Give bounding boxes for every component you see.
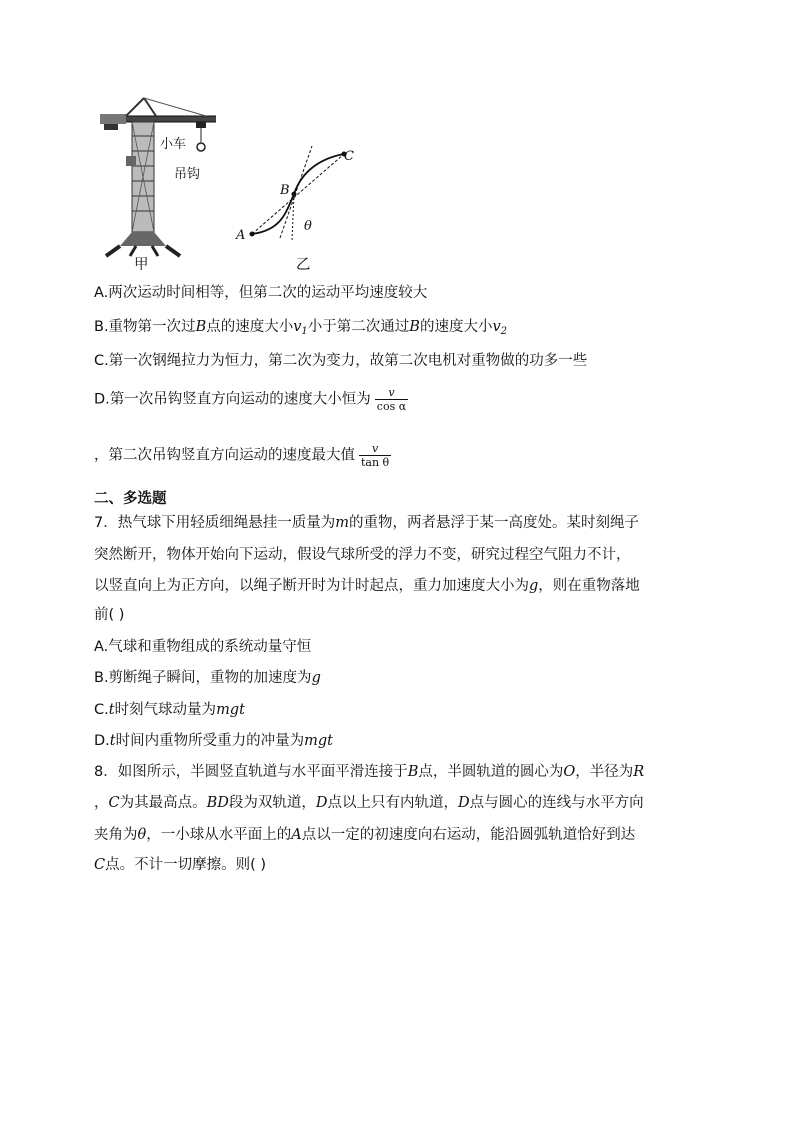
label-hook: 吊钩 xyxy=(174,167,201,182)
q8-line-1: 8．如图所示，半圆竖直轨道与水平面平滑连接于B点，半圆轨道的圆心为O，半径为R xyxy=(94,764,645,780)
label-cart: 小车 xyxy=(160,137,187,152)
q6-option-c: C.第一次钢绳拉力为恒力，第二次为变力，故第二次电机对重物做的功多一些 xyxy=(94,353,588,369)
point-b-label: B xyxy=(280,183,290,198)
fraction-v-over-tan: $\frac{v}{\text{tan θ}}$ xyxy=(361,442,390,469)
q8-line-4: C点。不计一切摩擦。则( ) xyxy=(94,857,267,873)
q6-option-d: D.第一次吊钩竖直方向运动的速度大小恒为 $\frac{v}{\text{cos α}}$ xyxy=(94,386,407,413)
crane-tower xyxy=(126,122,154,232)
q7-option-c: C.t时刻气球动量为mgt xyxy=(94,702,245,718)
point-b-dot xyxy=(292,192,297,197)
section-heading: 二、多选题 xyxy=(94,491,167,507)
caption-left: 甲 xyxy=(134,257,149,273)
q7-line-1: 7．热气球下用轻质细绳悬挂一质量为m的重物，两者悬浮于某一高度处。某时刻绳子 xyxy=(94,515,639,531)
q6-option-d-continued: ，第二次吊钩竖直方向运动的速度最大值 $\frac{v}{\text{tan θ}}$ xyxy=(94,442,390,469)
point-a-dot xyxy=(250,232,255,237)
q8-line-2: ，C为其最高点。BD段为双轨道，D点以上只有内轨道，D点与圆心的连线与水平方向 xyxy=(94,795,644,811)
q7-option-a: A.气球和重物组成的系统动量守恒 xyxy=(94,639,312,655)
q8-line-3: 夹角为θ，一小球从水平面上的A点以一定的初速度向右运动，能沿圆弧轨道恰好到达 xyxy=(94,827,636,843)
q7-option-b: B.剪断绳子瞬间，重物的加速度为g xyxy=(94,670,321,686)
trajectory-figure xyxy=(232,140,362,250)
chord-line xyxy=(252,154,344,234)
trolley xyxy=(196,122,206,128)
q7-line-4: 前( ) xyxy=(94,607,125,623)
fraction-v-over-cos: $\frac{v}{\text{cos α}}$ xyxy=(376,386,407,413)
q7-line-2: 突然断开，物体开始向下运动，假设气球所受的浮力不变，研究过程空气阻力不计， xyxy=(94,547,631,563)
caption-right: 乙 xyxy=(296,257,311,273)
point-a-label: A xyxy=(236,228,246,243)
angle-label: θ xyxy=(304,219,312,234)
vertical-line xyxy=(292,194,294,240)
hook xyxy=(197,143,205,151)
point-c-label: C xyxy=(344,149,354,164)
q6-option-b: B.重物第一次过B点的速度大小$v_1$小于第二次通过B的速度大小$v_2$ xyxy=(94,319,508,337)
crane-figure xyxy=(96,96,226,276)
crane-top xyxy=(126,98,206,116)
q6-option-a: A.两次运动时间相等，但第二次的运动平均速度较大 xyxy=(94,285,428,301)
q7-option-d: D.t时间内重物所受重力的冲量为mgt xyxy=(94,733,333,749)
q7-line-3: 以竖直向上为正方向，以绳子断开时为计时起点，重力加速度大小为g，则在重物落地 xyxy=(94,578,640,594)
crane-base xyxy=(106,232,180,256)
